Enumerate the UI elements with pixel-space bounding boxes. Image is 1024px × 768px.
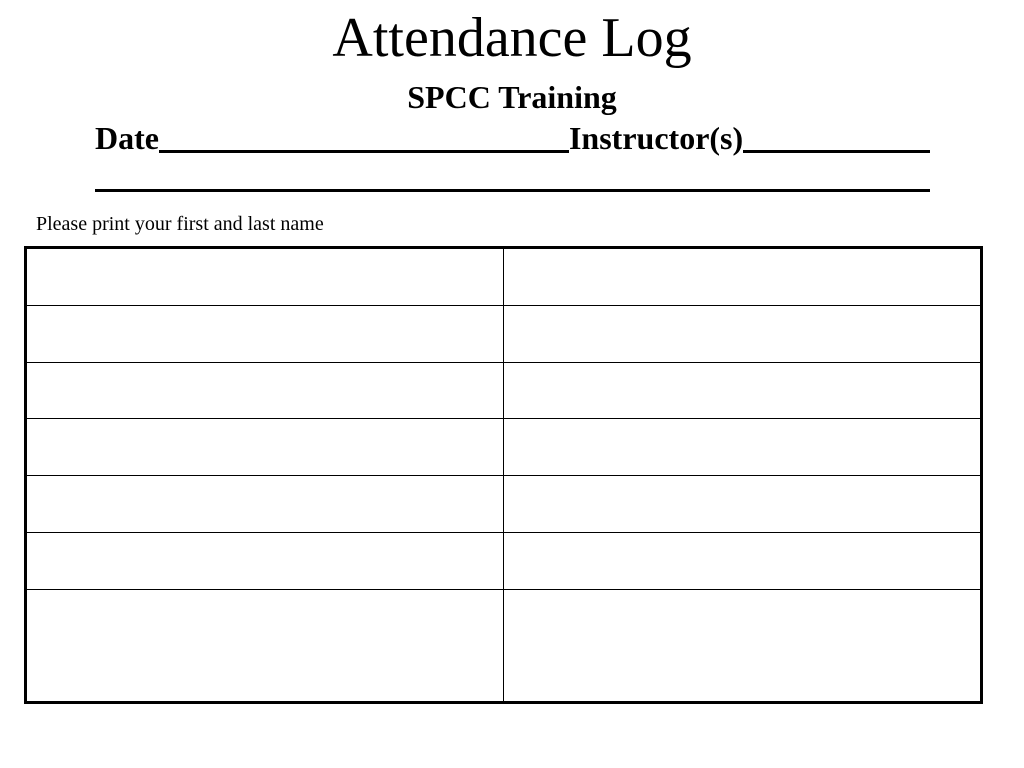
sign-in-table — [24, 246, 983, 704]
instructor-label: Instructor(s) — [568, 120, 744, 156]
date-label: Date — [95, 120, 159, 156]
date-blank[interactable] — [159, 124, 569, 153]
table-row — [26, 419, 982, 476]
name-cell[interactable] — [504, 362, 982, 419]
name-cell[interactable] — [504, 532, 982, 589]
name-cell[interactable] — [504, 476, 982, 533]
table-row — [26, 476, 982, 533]
additional-blank-line[interactable] — [95, 189, 930, 192]
name-cell[interactable] — [504, 419, 982, 476]
page-title: Attendance Log — [332, 7, 692, 69]
instructor-blank[interactable] — [743, 124, 930, 153]
name-cell[interactable] — [504, 589, 982, 702]
table-row — [26, 532, 982, 589]
table-row — [26, 362, 982, 419]
name-cell[interactable] — [26, 306, 504, 363]
page-subtitle: SPCC Training — [407, 79, 617, 115]
instruction-text: Please print your first and last name — [36, 213, 324, 235]
name-cell[interactable] — [504, 306, 982, 363]
name-cell[interactable] — [504, 248, 982, 306]
name-cell[interactable] — [26, 362, 504, 419]
name-cell[interactable] — [26, 419, 504, 476]
name-cell[interactable] — [26, 589, 504, 702]
table-row — [26, 306, 982, 363]
name-cell[interactable] — [26, 532, 504, 589]
table-row — [26, 248, 982, 306]
date-instructor-line — [95, 120, 930, 156]
name-cell[interactable] — [26, 248, 504, 306]
name-cell[interactable] — [26, 476, 504, 533]
table-row — [26, 589, 982, 702]
